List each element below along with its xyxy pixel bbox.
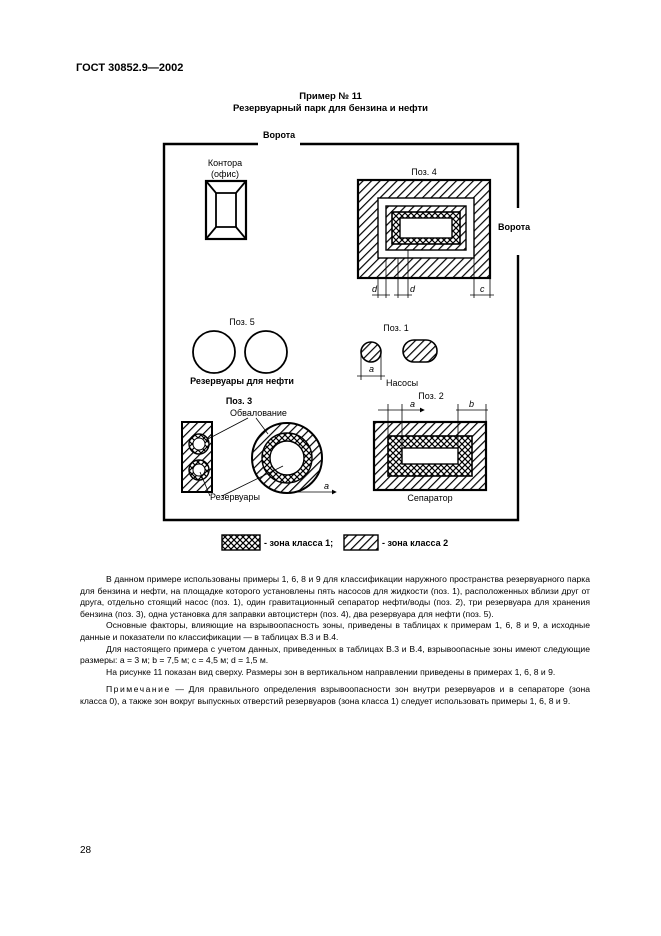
separator-label: Сепаратор [407, 493, 453, 503]
pos2-label: Поз. 2 [418, 391, 444, 401]
pos4-label: Поз. 4 [411, 167, 437, 177]
paragraph-1: В данном примере использованы примеры 1, 6, 8 и 9 для классификации наружного пространства резервуарного парка для бензина и нефти, на площадке которого установлены пять насосов для жидкости (поз. 1), расположенных вблизи друг от друга, отдельно стоящий насос (поз. 1), один гравитационный сепаратор нефти/воды (поз. 2), три резервуара для хранения бензина (поз. 3), одна установка для заправки автоцистерн (поз. 4), два резервуара для нефти (поз. 5). [80, 574, 590, 619]
pos5-label: Поз. 5 [229, 317, 255, 327]
pumps-label: Насосы [385, 378, 419, 388]
body-text [80, 574, 590, 708]
office-label-sub: (офис) [211, 169, 239, 179]
loading-station-zones [358, 180, 490, 278]
petrol-tank-right-zones [252, 423, 322, 493]
paragraph-2: Основные факторы, влияющие на взрывоопасность зоны, приведены в таблицах к примерам 1, 6, 8 и 9, а исходные данные и показатели по классификации — в таблицах В.3 и В.4. [80, 620, 590, 642]
pos1-label: Поз. 1 [383, 323, 409, 333]
figure-subtitle: Резервуарный парк для бензина и нефти [232, 103, 428, 114]
dim-a-label: a [369, 364, 375, 374]
oil-tank [193, 331, 235, 373]
legend-zone1: - зона класса 1; [264, 538, 334, 548]
legend-zone2: - зона класса 2 [382, 538, 449, 548]
paragraph-3: Для настоящего примера с учетом данных, приведенных в таблицах В.3 и В.4, взрывоопасные зоны имеют следующие размеры: a = 3 м; b = 7,5 м; c = 4,5 м; d = 1,5 м. [80, 643, 590, 666]
legend-swatch-zone1 [222, 535, 260, 550]
oil-tanks-label: Резервуары для нефти [190, 376, 294, 386]
petrol-tank-left-zones [182, 422, 212, 492]
dim-d-label: d [372, 284, 378, 294]
dim-a-label: a [410, 399, 416, 409]
pump-zone [361, 342, 381, 362]
dim-d-label: d [410, 284, 416, 294]
pos3-label: Поз. 3 [225, 396, 253, 406]
dim-c-label: c [480, 284, 485, 294]
dim-b-label: b [469, 399, 475, 409]
separator-zones [374, 422, 486, 490]
paragraph-4: На рисунке 11 показан вид сверху. Размеры зон в вертикальном направлении приведены в примерах 1, 6, 8 и 9. [106, 666, 556, 677]
document-header: ГОСТ 30852.9—2002 [76, 62, 184, 74]
note-label: Примечание [106, 684, 171, 695]
page-number: 28 [80, 845, 92, 856]
note-text: — Для правильного определения взрывоопасности зон внутри резервуаров и в сепараторе (зона класса 0), а также зон вокруг выпускных отверстий резервуаров (зона класса 1) следует использовать примеры 1, 6, 8 и 9. [80, 684, 590, 706]
gate-top-label: Ворота [263, 130, 296, 140]
oil-tank [245, 331, 287, 373]
dim-a-label: a [324, 481, 330, 491]
pump-group-zone [403, 340, 437, 362]
office-label: Контора [207, 158, 243, 168]
note [80, 684, 590, 707]
gate-right-label: Ворота [498, 222, 531, 232]
figure-title: Пример № 11 [299, 91, 362, 102]
tanks-label: Резервуары [210, 492, 260, 502]
legend-swatch-zone2 [344, 535, 378, 550]
office-building [206, 181, 246, 239]
embankment-label: Обвалование [230, 408, 287, 418]
